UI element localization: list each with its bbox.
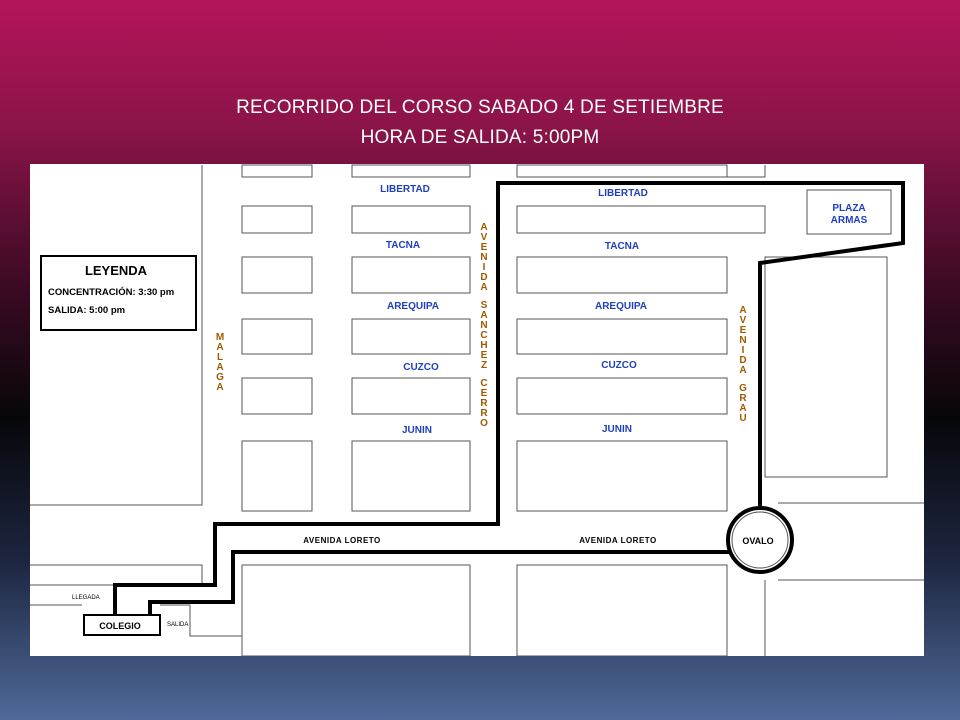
street-arequipa-east: AREQUIPA — [594, 301, 648, 312]
street-junin-west: JUNIN — [401, 425, 433, 436]
legend-concentration: CONCENTRACIÓN: 3:30 pm — [48, 287, 175, 298]
street-libertad-west: LIBERTAD — [380, 184, 430, 195]
colegio-label: COLEGIO — [99, 621, 141, 631]
street-tacna-east: TACNA — [604, 241, 640, 252]
salida-label: SALIDA — [167, 622, 189, 628]
block — [242, 257, 312, 293]
lower-left-lines — [30, 565, 202, 585]
block — [242, 319, 312, 354]
block — [352, 165, 470, 177]
block — [517, 206, 765, 233]
block — [352, 378, 470, 414]
block — [242, 165, 312, 177]
avenue-grau: A V E N I D A G R A U — [739, 305, 747, 424]
llegada-label: LLEGADA — [72, 595, 100, 601]
block — [352, 257, 470, 293]
ovalo-label: OVALO — [742, 536, 774, 546]
malaga-west-edge — [30, 165, 202, 505]
legend-departure: SALIDA: 5:00 pm — [48, 305, 126, 316]
avenue-malaga: M A L A G A — [215, 332, 225, 393]
block — [517, 378, 727, 414]
avenue-sanchez-cerro: A V E N I D A S A N C H E Z C E R R O — [480, 222, 488, 429]
block — [517, 441, 727, 511]
page-subtitle: HORA DE SALIDA: 5:00PM — [360, 127, 600, 148]
street-cuzco-east: CUZCO — [601, 360, 637, 371]
block — [517, 257, 727, 293]
street-arequipa-west: AREQUIPA — [386, 301, 440, 312]
street-loreto-west: AVENIDA LORETO — [303, 536, 381, 545]
street-tacna-west: TACNA — [385, 240, 421, 251]
block — [242, 206, 312, 233]
block — [352, 319, 470, 354]
plaza-label-1: PLAZA — [832, 203, 866, 214]
block — [242, 378, 312, 414]
east-edge — [727, 165, 765, 177]
street-loreto-east: AVENIDA LORETO — [579, 536, 657, 545]
block — [242, 441, 312, 511]
plaza-label-2: ARMAS — [830, 215, 868, 226]
street-libertad-east: LIBERTAD — [598, 188, 648, 199]
block — [765, 257, 887, 477]
block — [517, 565, 727, 656]
route-map — [30, 164, 924, 656]
block — [352, 206, 470, 233]
street-junin-east: JUNIN — [601, 424, 633, 435]
block — [517, 319, 727, 354]
legend-heading: LEYENDA — [84, 263, 148, 278]
street-cuzco-west: CUZCO — [403, 362, 439, 373]
block — [517, 165, 727, 177]
block — [352, 441, 470, 511]
page-title: RECORRIDO DEL CORSO SABADO 4 DE SETIEMBRE — [236, 97, 724, 118]
block — [242, 565, 470, 656]
